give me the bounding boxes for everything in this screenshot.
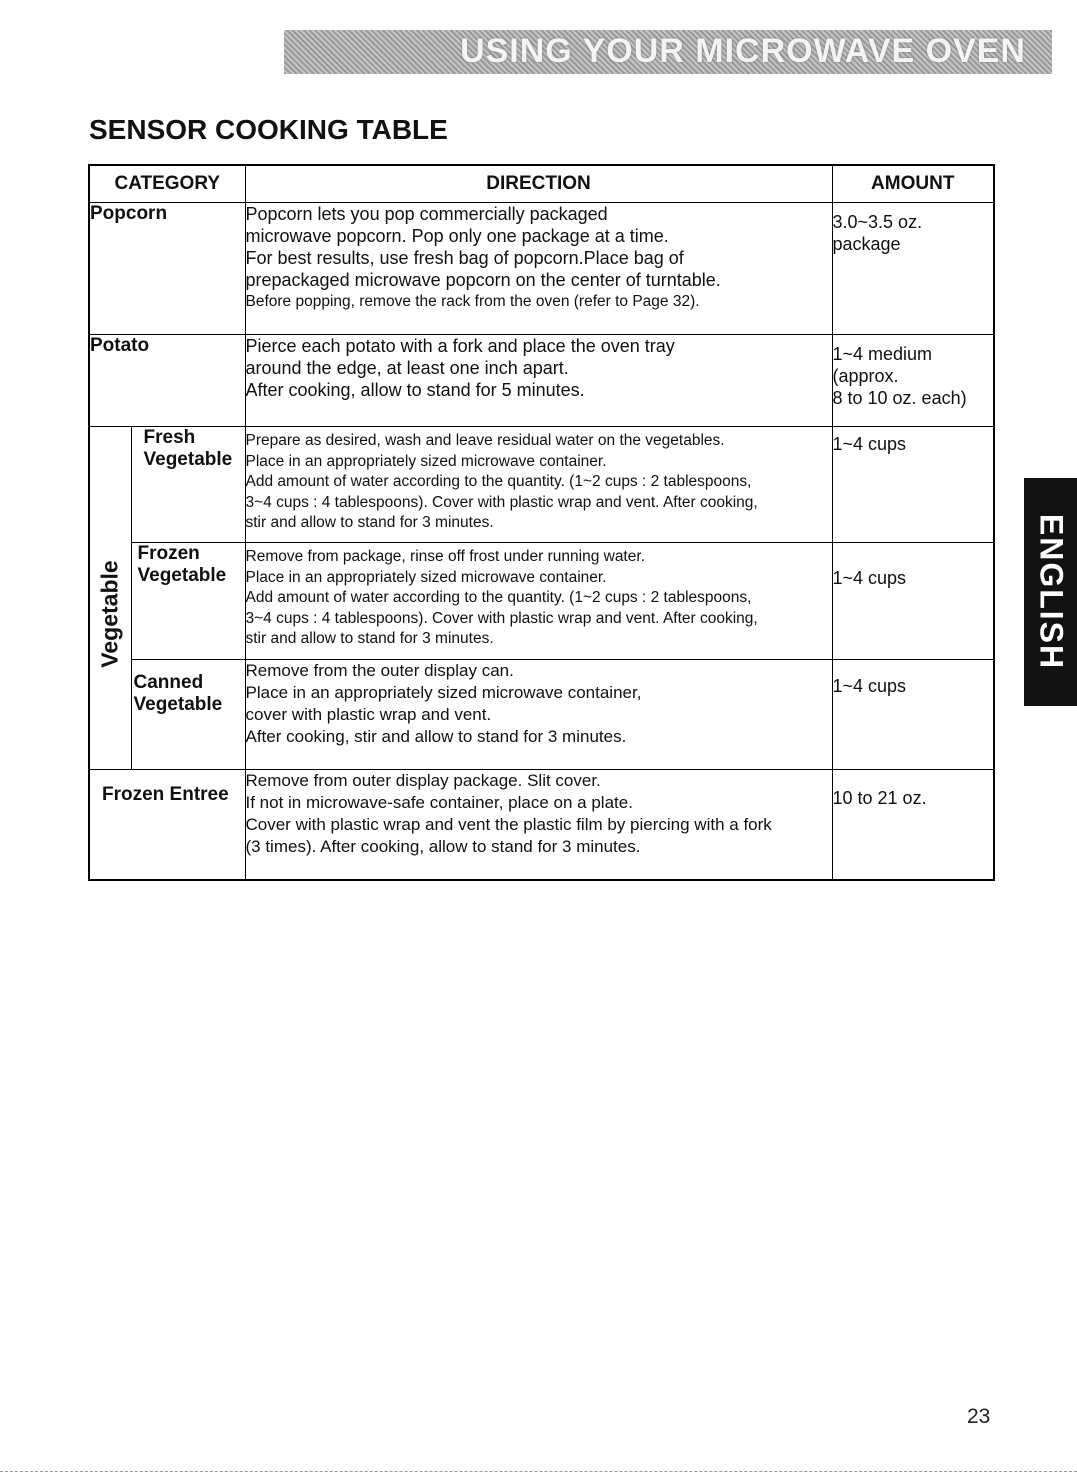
direction-canned-vegetable — [245, 660, 832, 770]
direction-line: Place in an appropriately sized microwave container, — [245, 683, 642, 702]
category-canned-vegetable — [131, 660, 245, 770]
category-line: Frozen — [137, 543, 200, 564]
category-potato: Potato — [89, 335, 245, 427]
category-line: Canned — [133, 672, 204, 693]
direction-popcorn — [245, 203, 832, 335]
direction-line: around the edge, at least one inch apart. — [245, 358, 569, 378]
section-banner — [284, 30, 1052, 74]
table-row-fresh-vegetable — [89, 427, 994, 543]
page-title: SENSOR COOKING TABLE — [89, 114, 448, 145]
direction-fresh-vegetable — [245, 427, 832, 543]
language-tab — [1024, 478, 1077, 706]
category-fresh-vegetable — [131, 427, 245, 543]
amount-frozen-entree: 10 to 21 oz. — [832, 770, 994, 880]
direction-line: Remove from outer display package. Slit cover. — [245, 771, 601, 790]
direction-frozen-vegetable — [245, 543, 832, 660]
amount-fresh-vegetable: 1~4 cups — [832, 427, 994, 543]
direction-line: 3~4 cups : 4 tablespoons). Cover with plastic wrap and vent. After cooking, — [245, 493, 758, 511]
direction-line: cover with plastic wrap and vent. — [245, 705, 492, 724]
vegetable-group-text: Vegetable — [96, 560, 123, 668]
category-line: Fresh — [143, 427, 196, 448]
vegetable-group-label — [92, 559, 128, 669]
vegetable-group-cell — [89, 427, 131, 770]
direction-line: After cooking, stir and allow to stand for 3 minutes. — [245, 727, 627, 746]
amount-line: package — [832, 234, 901, 254]
direction-line: For best results, use fresh bag of popcorn.Place bag of — [245, 248, 684, 268]
direction-line: Add amount of water according to the quantity. (1~2 cups : 2 tablespoons, — [245, 473, 752, 490]
amount-line: 3.0~3.5 oz. — [832, 212, 923, 232]
category-line: Vegetable — [143, 449, 233, 470]
direction-line: Remove from the outer display can. — [245, 661, 514, 680]
section-banner-text: USING YOUR MICROWAVE OVEN — [460, 32, 1026, 70]
bottom-divider — [0, 1471, 1077, 1473]
category-line: Vegetable — [137, 565, 227, 586]
category-frozen-entree: Frozen Entree — [89, 770, 245, 880]
amount-popcorn — [832, 203, 994, 335]
direction-line: Remove from package, rinse off frost under running water. — [245, 548, 645, 565]
page-number: 23 — [967, 1405, 991, 1428]
direction-line: Place in an appropriately sized microwave container. — [245, 452, 607, 470]
sensor-cooking-table — [88, 164, 995, 881]
table-row-canned-vegetable — [89, 660, 994, 770]
direction-line: (3 times). After cooking, allow to stand for 3 minutes. — [245, 837, 641, 856]
direction-line: After cooking, allow to stand for 5 minutes. — [245, 380, 585, 400]
direction-line: stir and allow to stand for 3 minutes. — [245, 514, 494, 531]
direction-line: Popcorn lets you pop commercially packaged — [245, 204, 608, 224]
amount-potato — [832, 335, 994, 427]
category-frozen-vegetable — [131, 543, 245, 660]
table-row-frozen-vegetable — [89, 543, 994, 660]
direction-line: Place in an appropriately sized microwave container. — [245, 568, 607, 586]
direction-line: Add amount of water according to the quantity. (1~2 cups : 2 tablespoons, — [245, 589, 752, 606]
direction-line: 3~4 cups : 4 tablespoons). Cover with plastic wrap and vent. After cooking, — [245, 609, 758, 627]
direction-line: Pierce each potato with a fork and place the oven tray — [245, 336, 675, 356]
category-popcorn: Popcorn — [89, 203, 245, 335]
direction-line: Prepare as desired, wash and leave residual water on the vegetables. — [245, 432, 725, 449]
table-row-popcorn — [89, 203, 994, 335]
direction-line: Before popping, remove the rack from the oven (refer to Page 32). — [245, 293, 700, 310]
direction-line: stir and allow to stand for 3 minutes. — [245, 630, 494, 647]
amount-line: 1~4 medium — [832, 344, 933, 364]
column-header-amount: AMOUNT — [832, 165, 994, 203]
table-header-row — [89, 165, 994, 203]
direction-potato — [245, 335, 832, 427]
table-row-potato — [89, 335, 994, 427]
amount-canned-vegetable: 1~4 cups — [832, 660, 994, 770]
amount-line: 8 to 10 oz. each) — [832, 388, 967, 408]
table-row-frozen-entree — [89, 770, 994, 880]
column-header-category: CATEGORY — [89, 165, 245, 203]
direction-line: Cover with plastic wrap and vent the plastic film by piercing with a fork — [245, 815, 772, 834]
direction-line: If not in microwave-safe container, place on a plate. — [245, 793, 633, 812]
direction-line: microwave popcorn. Pop only one package at a time. — [245, 226, 669, 246]
amount-line: (approx. — [832, 366, 899, 386]
category-line: Vegetable — [133, 694, 223, 715]
column-header-direction: DIRECTION — [245, 165, 832, 203]
amount-frozen-vegetable: 1~4 cups — [832, 543, 994, 660]
language-tab-text: ENGLISH — [1033, 513, 1069, 671]
direction-line: prepackaged microwave popcorn on the center of turntable. — [245, 270, 721, 290]
direction-frozen-entree — [245, 770, 832, 880]
